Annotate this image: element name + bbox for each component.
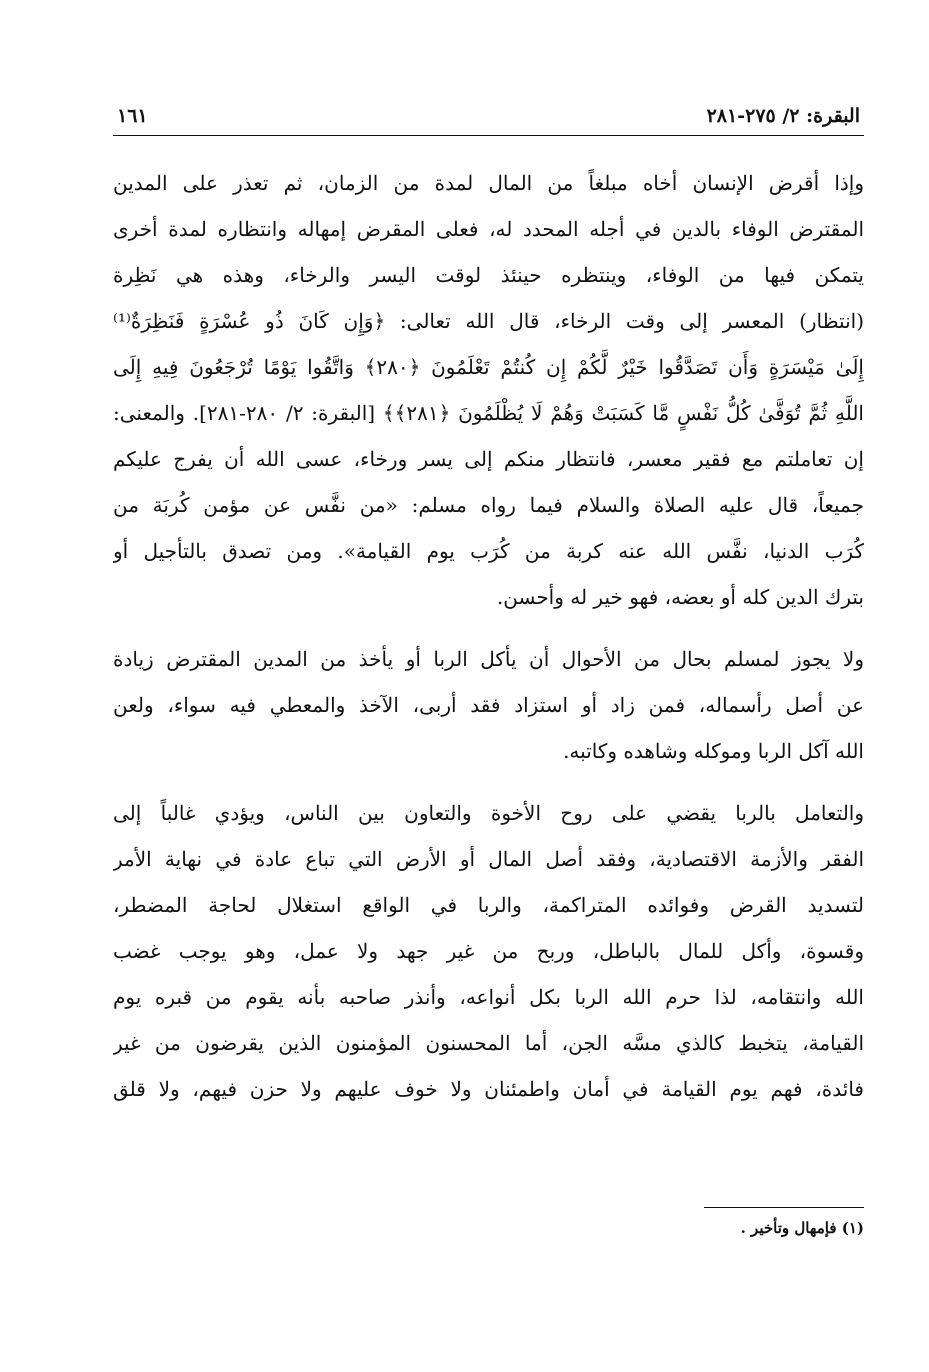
text-line: يتمكن فيها من الوفاء، وينتظره حينئذ لوقت اليسر والرخاء، وهذه هي نَظِرة xyxy=(113,263,864,287)
body-text xyxy=(113,160,864,1112)
text-line: لتسديد القرض وفوائده المتراكمة، والربا في الواقع استغلال لحاجة المضطر، xyxy=(113,893,864,917)
text-line: المقترض الوفاء بالدين في أجله المحدد له، فعلى المقرض إمهاله وانتظاره لمدة أخرى xyxy=(113,217,864,241)
text-line: جميعاً، قال عليه الصلاة والسلام فيما رواه مسلم: «من نفَّس عن مؤمن كُربَة من xyxy=(113,493,864,517)
text-line: وقسوة، وأكل للمال بالباطل، وربح من غير جهد ولا عمل، وهو يوجب غضب xyxy=(113,939,864,963)
paragraph-debt-relief xyxy=(113,160,864,620)
text-line: عن أصل رأسماله، فمن زاد أو استزاد فقد أربى، الآخذ والمعطي فيه سواء، ولعن xyxy=(113,693,864,717)
text-line: الله وانتقامه، لذا حرم الله الربا بكل أنواعه، وأنذر صاحبه بأنه يقوم من قبره يوم xyxy=(113,985,864,1009)
text-line: القيامة، يتخبط كالذي مسَّه الجن، أما المحسنون المؤمنون الذين يقرضون من غير xyxy=(113,1031,864,1055)
book-page xyxy=(113,105,864,1237)
text-line: ولا يجوز لمسلم بحال من الأحوال أن يأكل الربا أو يأخذ من المدين المقترض زيادة xyxy=(113,647,864,671)
text-line: الله آكل الربا وموكله وشاهده وكاتبه. xyxy=(563,739,864,763)
paragraph-riba-harms xyxy=(113,790,864,1112)
text-line: بترك الدين كله أو بعضه، فهو خير له وأحسن. xyxy=(496,585,864,609)
text-line: كُرَب الدنيا، نفَّس الله عنه كربة من كُرَب يوم القيامة». ومن تصدق بالتأجيل أو xyxy=(113,539,864,563)
footnote: (١) فإمهال وتأخير . xyxy=(740,1219,864,1237)
page-number: ١٦١ xyxy=(117,105,148,127)
text-line: إن تعاملتم مع فقير معسر، فانتظار منكم إلى يسر ورخاء، عسى الله أن يفرج عليكم xyxy=(113,447,864,471)
surah-reference: البقرة: ٢/ ٢٧٥-٢٨١ xyxy=(706,105,860,127)
page-header xyxy=(113,105,864,136)
paragraph-riba-prohibition xyxy=(113,636,864,774)
text-line: وإذا أقرض الإنسان أخاه مبلغاً من المال لمدة من الزمان، ثم تعذر على المدين xyxy=(113,171,864,195)
text-line: (انتظار) المعسر إلى وقت الرخاء، قال الله تعالى: ﴿وَإِن كَانَ ذُو عُسْرَةٍ فَنَظِرَةٌ⁽¹⁾ xyxy=(113,309,864,333)
text-line: فائدة، فهم يوم القيامة في أمان واطمئنان ولا خوف عليهم ولا حزن فيهم، ولا قلق xyxy=(113,1077,864,1101)
text-line: والتعامل بالربا يقضي على روح الأخوة والتعاون بين الناس، ويؤدي غالباً إلى xyxy=(113,801,864,825)
quran-verse-line: اللَّهِ ثُمَّ تُوَفَّىٰ كُلُّ نَفْسٍ مَّا كَسَبَتْ وَهُمْ لَا يُظْلَمُونَ ﴿٢٨١﴾﴾ [البقرة: ٢/ ٢٨٠-٢٨١]. والمعنى: xyxy=(113,401,864,425)
footnote-divider xyxy=(704,1207,864,1208)
quran-verse-line: إِلَىٰ مَيْسَرَةٍ وَأَن تَصَدَّقُوا خَيْرٌ لَّكُمْ إِن كُنتُمْ تَعْلَمُونَ ﴿٢٨٠﴾ وَاتَّقُوا يَوْمًا تُرْجَعُونَ فِيهِ إِلَى xyxy=(113,355,864,379)
text-line: الفقر والأزمة الاقتصادية، وفقد أصل المال أو الأرض التي تباع عادة في نهاية الأمر xyxy=(113,847,864,871)
